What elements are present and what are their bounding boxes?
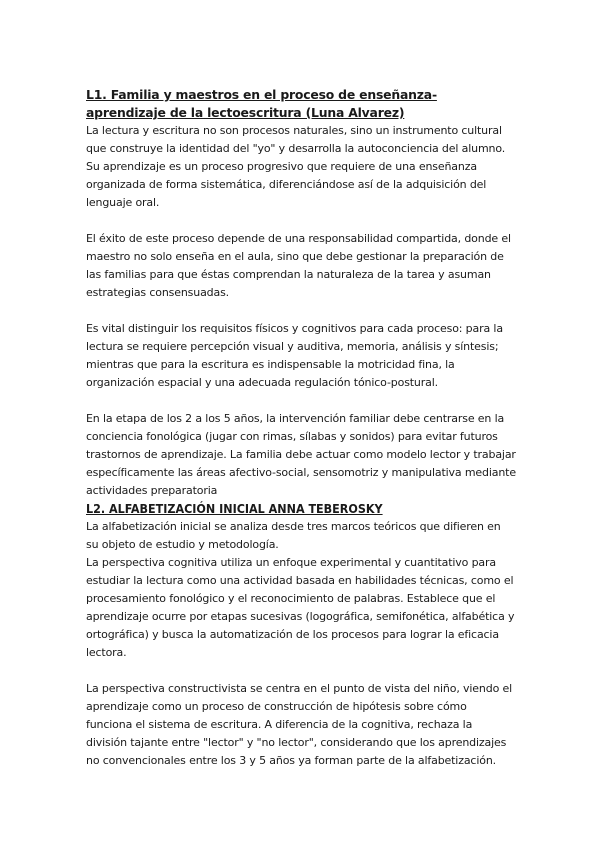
paragraph-spacer	[86, 302, 516, 320]
section-1-paragraph-5: En la etapa de los 2 a los 5 años, la intervención familiar debe centrarse en la conciencia fonológica (jugar con rimas, sílabas y sonidos) para evitar futuros trastornos de aprendizaje. La familia debe actuar como modelo lector y trabajar específicamente las áreas afectivo-social, sensomotriz y manipulativa mediante actividades preparatoria	[86, 412, 516, 497]
section-2-paragraph-1: La alfabetización inicial se analiza desde tres marcos teóricos que difieren en su objeto de estudio y metodología.	[86, 520, 501, 551]
section-1-heading: L1. Familia y maestros en el proceso de enseñanza-aprendizaje de la lectoescritura (Luna Alvarez)	[86, 87, 437, 120]
section-1-paragraph-2: Su aprendizaje es un proceso progresivo que requiere de una enseñanza organizada de forma sistemática, diferenciándose así de la adquisición del lenguaje oral.	[86, 160, 487, 209]
section-2-heading: L2. ALFABETIZACIÓN INICIAL ANNA TEBEROSKY	[86, 501, 383, 516]
paragraph-spacer	[86, 392, 516, 410]
section-1-paragraph-1: La lectura y escritura no son procesos naturales, sino un instrumento cultural que construye la identidad del "yo" y desarrolla la autoconciencia del alumno.	[86, 124, 506, 155]
paragraph-spacer	[86, 212, 516, 230]
paragraph-spacer	[86, 662, 516, 680]
section-1-paragraph-3: El éxito de este proceso depende de una responsabilidad compartida, donde el maestro no solo enseña en el aula, sino que debe gestionar la preparación de las familias para que éstas comprendan la naturaleza de la tarea y asuman estrategias consensuadas.	[86, 232, 511, 299]
section-1-paragraph-4: Es vital distinguir los requisitos físicos y cognitivos para cada proceso: para la lectura se requiere percepción visual y auditiva, memoria, análisis y síntesis; mientras que para la escritura es indispensable la motricidad fina, la organización espacial y una adecuada regulación tónico-postural.	[86, 322, 503, 389]
document-page	[86, 86, 516, 770]
section-2-paragraph-3: La perspectiva constructivista se centra en el punto de vista del niño, viendo el aprendizaje como un proceso de construcción de hipótesis sobre cómo funciona el sistema de escritura. A diferencia de la cognitiva, rechaza la división tajante entre "lector" y "no lector", considerando que los aprendizajes no convencionales entre los 3 y 5 años ya forman parte de la alfabetización.	[86, 682, 513, 767]
section-2-paragraph-2: La perspectiva cognitiva utiliza un enfoque experimental y cuantitativo para estudiar la lectura como una actividad basada en habilidades técnicas, como el procesamiento fonológico y el reconocimiento de palabras. Establece que el aprendizaje ocurre por etapas sucesivas (logográfica, semifonética, alfabética y ortográfica) y busca la automatización de los procesos para lograr la eficacia lectora.	[86, 556, 515, 659]
